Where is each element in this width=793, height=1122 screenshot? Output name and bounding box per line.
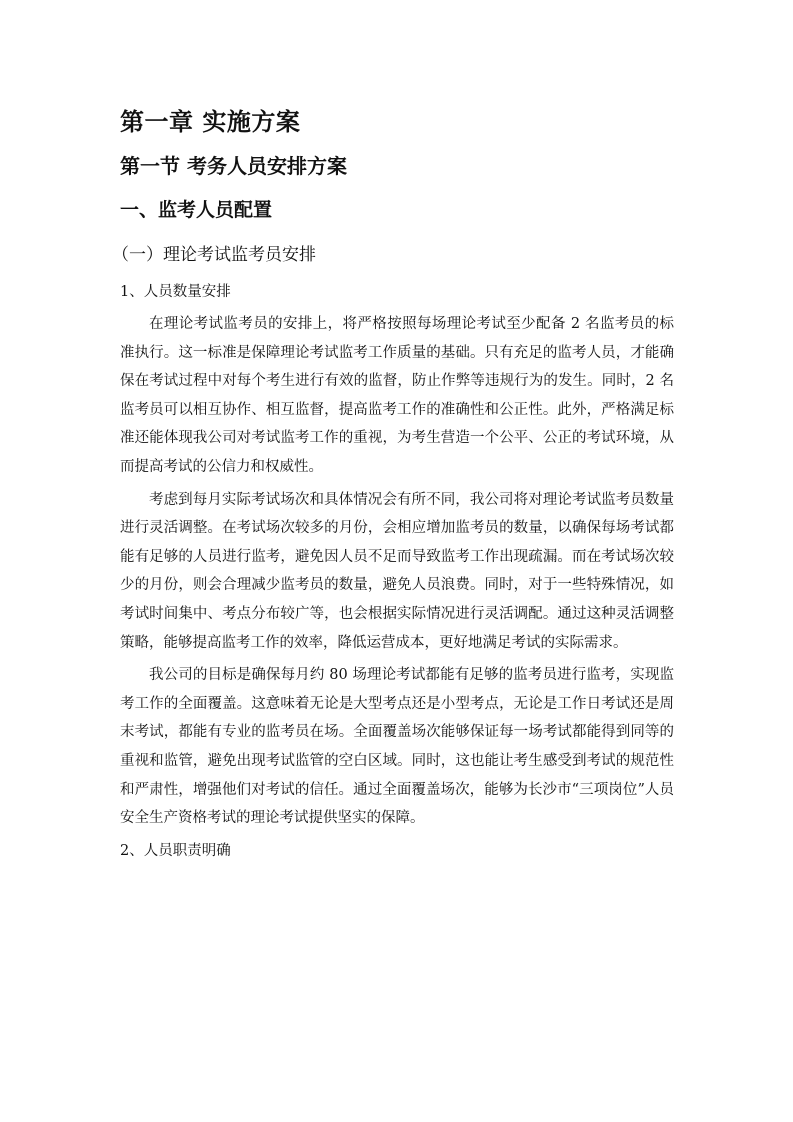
section-title: 第一节 考务人员安排方案 [120,154,347,178]
point-heading-2: 2、人员职责明确 [120,842,231,859]
paragraph-2: 考虑到每月实际考试场次和具体情况会有所不同，我公司将对理论考试监考员数量进行灵活调整。在考试场次较多的月份，会相应增加监考员的数量，以确保每场考试都能有足够的人员进行监考，避免因人员不足而导致监考工作出现疏漏。而在考试场次较少的月份，则会合理减少监考员的数量，避免人员浪费。同时，对于一些特殊情况，如考试时间集中、考点分布较广等，也会根据实际情况进行灵活调配。通过这种灵活调整策略，能够提高监考工作的效率，降低运营成本，更好地满足考试的实际需求。 [120,491,674,651]
item-heading: （一）理论考试监考员安排 [112,245,316,265]
document-body [112,104,674,865]
subsection-title: 一、监考人员配置 [120,199,273,221]
point-heading-1: 1、人员数量安排 [120,284,231,300]
paragraph-3: 我公司的目标是确保每月约 80 场理论考试都能有足够的监考员进行监考，实现监考工作的全面覆盖。这意味着无论是大型考点还是小型考点，无论是工作日考试还是周末考试，都能有专业的监考员在场。全面覆盖场次能够保证每一场考试都能得到同等的重视和监管，避免出现考试监管的空白区域。同时，这也能让考生感受到考试的规范性和严肃性，增强他们对考试的信任。通过全面覆盖场次，能够为长沙市“三项岗位”人员安全生产资格考试的理论考试提供坚实的保障。 [120,667,674,827]
chapter-title: 第一章 实施方案 [120,108,301,136]
paragraph-1: 在理论考试监考员的安排上，将严格按照每场理论考试至少配备 2 名监考员的标准执行。这一标准是保障理论考试监考工作质量的基础。只有充足的监考人员，才能确保在考试过程中对每个考生进行有效的监督，防止作弊等违规行为的发生。同时，2 名监考员可以相互协作、相互监督，提高监考工作的准确性和公正性。此外，严格满足标准还能体现我公司对考试监考工作的重视，为考生营造一个公平、公正的考试环境，从而提高考试的公信力和权威性。 [120,316,674,475]
